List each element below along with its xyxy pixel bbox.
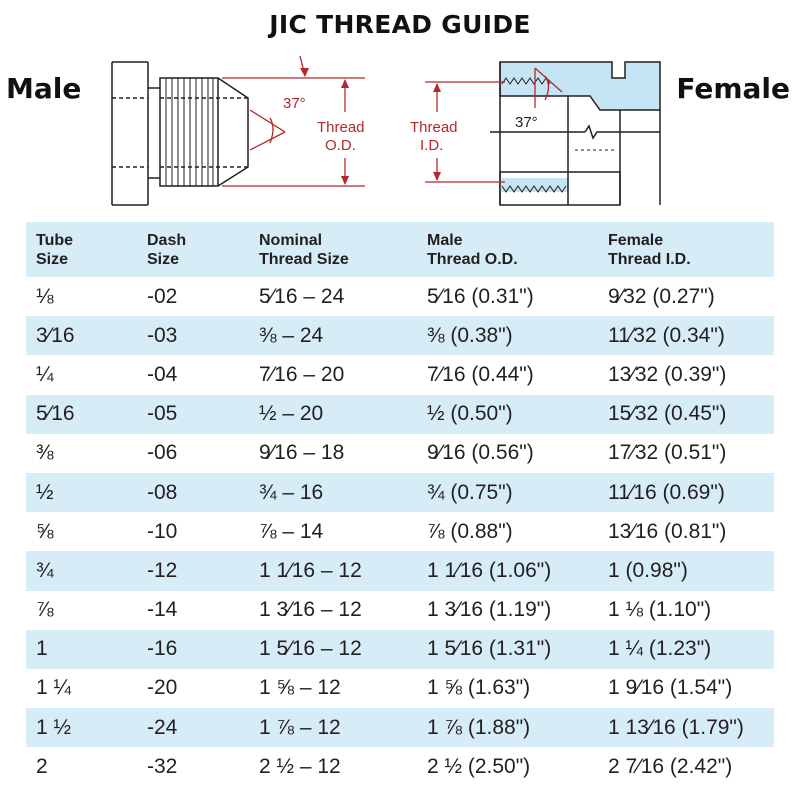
cell-nominal-thread: 7⁄16 – 20 [259, 362, 345, 386]
cell-male-od: 1 3⁄16 (1.19") [427, 598, 552, 622]
cell-dash-size: -12 [147, 558, 178, 582]
thread-id-label-line2: I.D. [420, 137, 444, 154]
header-line: Size [36, 251, 69, 268]
table-header-row [26, 222, 774, 277]
table-row [26, 395, 774, 434]
cell-nominal-thread: 1 5⁄16 – 12 [259, 637, 362, 661]
cell-female-id: 11⁄16 (0.69") [608, 480, 725, 504]
cell-tube-size: ⅞ [36, 598, 54, 622]
page-title: JIC THREAD GUIDE [269, 10, 531, 39]
header-line: Nominal [259, 232, 323, 249]
header-dash-size [137, 222, 249, 277]
cell-dash-size: -06 [147, 441, 178, 465]
cell-dash-size: -05 [147, 402, 178, 426]
cell-dash-size: -10 [147, 519, 178, 543]
female-label: Female [676, 72, 790, 105]
cell-tube-size: 1 ½ [36, 715, 72, 739]
cell-male-od: 1 1⁄16 (1.06") [427, 558, 552, 582]
table-row [26, 277, 774, 316]
cell-female-id: 17⁄32 (0.51") [608, 441, 727, 465]
cell-tube-size: 1 [36, 637, 48, 661]
header-female-thread-id [598, 222, 774, 277]
thread-od-label-line1: Thread [317, 119, 365, 136]
cell-male-od: 9⁄16 (0.56") [427, 441, 534, 465]
cell-dash-size: -20 [147, 676, 178, 700]
cell-female-id: 1 ⅛ (1.10") [608, 598, 712, 622]
header-nominal-thread-size [249, 222, 417, 277]
cell-dash-size: -08 [147, 480, 178, 504]
cell-tube-size: 3⁄16 [36, 323, 75, 347]
table-row [26, 747, 774, 786]
cell-nominal-thread: 1 1⁄16 – 12 [259, 558, 362, 582]
cell-nominal-thread: ½ – 20 [259, 402, 324, 426]
cell-tube-size: 1 ¼ [36, 676, 72, 700]
thread-size-table [26, 222, 774, 786]
cell-female-id: 13⁄16 (0.81") [608, 519, 727, 543]
cell-male-od: 2 ½ (2.50") [427, 754, 531, 778]
male-thread-lines [166, 78, 213, 186]
table-row [26, 434, 774, 473]
cell-tube-size: ⅜ [36, 441, 54, 465]
table-row [26, 591, 774, 630]
cell-nominal-thread: 1 ⅞ – 12 [259, 715, 341, 739]
cell-nominal-thread: ⅜ – 24 [259, 323, 324, 347]
cell-tube-size: 5⁄16 [36, 402, 75, 426]
header-male-thread-od [417, 222, 598, 277]
table-row [26, 473, 774, 512]
cell-dash-size: -04 [147, 362, 178, 386]
cell-female-id: 1 ¼ (1.23") [608, 637, 712, 661]
header-line: Thread I.D. [608, 251, 691, 268]
cell-female-id: 11⁄32 (0.34") [608, 323, 725, 347]
table-row [26, 630, 774, 669]
cell-female-id: 13⁄32 (0.39") [608, 362, 727, 386]
cell-nominal-thread: 9⁄16 – 18 [259, 441, 345, 465]
cell-male-od: 5⁄16 (0.31") [427, 284, 534, 308]
cell-female-id: 15⁄32 (0.45") [608, 402, 727, 426]
cell-nominal-thread: 1 ⅝ – 12 [259, 676, 341, 700]
cell-tube-size: 2 [36, 754, 48, 778]
table-row [26, 669, 774, 708]
cell-nominal-thread: ¾ – 16 [259, 480, 324, 504]
cell-male-od: ⅞ (0.88") [427, 519, 513, 543]
cell-tube-size: ¾ [36, 558, 54, 582]
male-angle-label: 37° [283, 95, 306, 112]
male-fitting-illustration [112, 62, 248, 205]
cell-male-od: 1 ⅝ (1.63") [427, 676, 531, 700]
thread-od-label-line2: O.D. [325, 137, 356, 154]
table-row [26, 316, 774, 355]
cell-dash-size: -14 [147, 598, 178, 622]
cell-tube-size: ⅝ [36, 519, 54, 543]
cell-female-id: 2 7⁄16 (2.42") [608, 754, 733, 778]
cell-male-od: 7⁄16 (0.44") [427, 362, 534, 386]
header-line: Female [608, 232, 664, 249]
cell-female-id: 1 13⁄16 (1.79") [608, 715, 744, 739]
cell-male-od: 1 ⅞ (1.88") [427, 715, 531, 739]
thread-size-table-container [26, 222, 774, 786]
cell-female-id: 9⁄32 (0.27") [608, 284, 715, 308]
header-tube-size [26, 222, 137, 277]
cell-dash-size: -02 [147, 284, 178, 308]
cell-nominal-thread: 2 ½ – 12 [259, 754, 341, 778]
cell-tube-size: ½ [36, 480, 54, 504]
female-angle-label: 37° [515, 114, 538, 131]
table-row [26, 708, 774, 747]
thread-diagram [0, 40, 800, 220]
cell-male-od: ½ (0.50") [427, 402, 513, 426]
cell-male-od: ¾ (0.75") [427, 480, 513, 504]
header-line: Tube [36, 232, 74, 249]
table-row [26, 512, 774, 551]
header-line: Dash [147, 232, 187, 249]
cell-nominal-thread: 5⁄16 – 24 [259, 284, 345, 308]
header-line: Male [427, 232, 463, 249]
table-row [26, 355, 774, 394]
header-line: Thread O.D. [427, 251, 518, 268]
cell-tube-size: ¼ [36, 362, 54, 386]
cell-dash-size: -03 [147, 323, 178, 347]
table-row [26, 551, 774, 590]
cell-tube-size: ⅛ [36, 284, 54, 308]
cell-female-id: 1 (0.98") [608, 558, 688, 582]
female-fitting-illustration [490, 62, 660, 205]
cell-dash-size: -24 [147, 715, 178, 739]
cell-nominal-thread: 1 3⁄16 – 12 [259, 598, 362, 622]
cell-dash-size: -32 [147, 754, 178, 778]
cell-nominal-thread: ⅞ – 14 [259, 519, 324, 543]
cell-male-od: 1 5⁄16 (1.31") [427, 637, 552, 661]
header-line: Size [147, 251, 180, 268]
male-label: Male [6, 72, 82, 105]
cell-male-od: ⅜ (0.38") [427, 323, 513, 347]
thread-id-label-line1: Thread [410, 119, 458, 136]
header-line: Thread Size [259, 251, 349, 268]
cell-dash-size: -16 [147, 637, 178, 661]
cell-female-id: 1 9⁄16 (1.54") [608, 676, 733, 700]
